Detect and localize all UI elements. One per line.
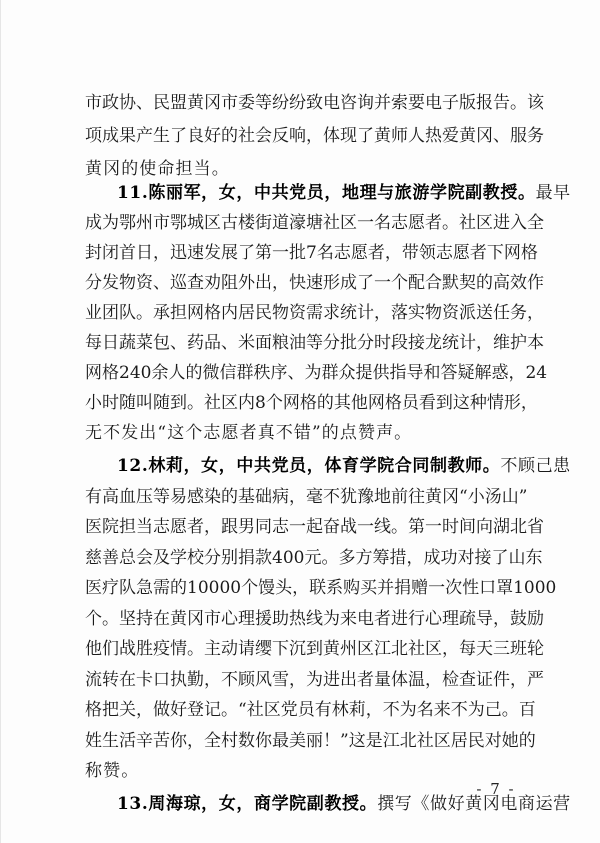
text-line: 小时随叫随到。社区内8个网格的其他网格员看到这种情形，: [85, 393, 538, 413]
text-line: 他们战胜疫情。主动请缨下沉到黄州区江北社区，每天三班轮: [85, 639, 544, 659]
item-12-first-line: [117, 456, 571, 476]
text-fragment: 最早: [535, 183, 571, 203]
text-line: 封闭首日，迅速发展了第一批7名志愿者，带领志愿者下网格: [85, 243, 538, 263]
text-line: 市政协、民盟黄冈市委等纷纷致电咨询并索要电子版报告。该: [85, 93, 544, 113]
item-11-first-line: [117, 183, 571, 203]
text-line: 流转在卡口执勤，不顾风雪，为进出者量体温，检查证件，严: [85, 670, 544, 690]
item-12-heading: 12.林莉，女，中共党员，体育学院合同制教师。: [117, 456, 501, 476]
text-line: 成为鄂州市鄂城区古楼街道濠塘社区一名志愿者。社区进入全: [85, 213, 544, 233]
item-11-heading: 11.陈丽军，女，中共党员，地理与旅游学院副教授。: [117, 183, 536, 203]
text-line: 个。坚持在黄冈市心理援助热线为来电者进行心理疏导，鼓励: [85, 609, 544, 629]
text-line: 慈善总会及学校分别捐款400元。多方筹措，成功对接了山东: [85, 548, 543, 568]
text-line: 有高血压等易感染的基础病，毫不犹豫地前往黄冈“小汤山”: [85, 487, 528, 507]
text-line: 项成果产生了良好的社会反响，体现了黄师人热爱黄冈、服务: [85, 126, 544, 146]
text-line: 姓生活辛苦你，全村数你最美丽！”这是江北社区居民对她的: [85, 731, 536, 751]
text-fragment: 不顾己患: [500, 456, 571, 476]
item-13-heading: 13.周海琼，女，商学院副教授。: [117, 794, 378, 814]
item-13-first-line: [117, 794, 571, 814]
text-line: 医院担当志愿者，跟男同志一起奋战一线。第一时间向湖北省: [85, 517, 544, 537]
text-line: 称赞。: [85, 761, 140, 781]
text-line: 分发物资、巡查劝阻外出，快速形成了一个配合默契的高效作: [85, 273, 544, 293]
text-line: 黄冈的使命担当。: [85, 159, 230, 179]
text-line: 业团队。承担网格内居民物资需求统计，落实物资派送任务，: [85, 303, 544, 323]
page-number: - 7 -: [476, 780, 516, 798]
text-fragment: 撰写《做好黄冈电商运营: [377, 794, 571, 814]
text-line: 每日蔬菜包、药品、米面粮油等分批分时段接龙统计，维护本: [85, 333, 544, 353]
text-line: 格把关，做好登记。“社区党员有林莉，不为名来不为己。百: [85, 700, 536, 720]
text-line: 医疗队急需的10000个馒头，联系购买并捐赠一次性口罩1000: [85, 578, 557, 598]
text-line: 无不发出“这个志愿者真不错”的点赞声。: [85, 423, 413, 443]
text-line: 网格240余人的微信群秩序、为群众提供指导和答疑解惑，24: [85, 363, 548, 383]
